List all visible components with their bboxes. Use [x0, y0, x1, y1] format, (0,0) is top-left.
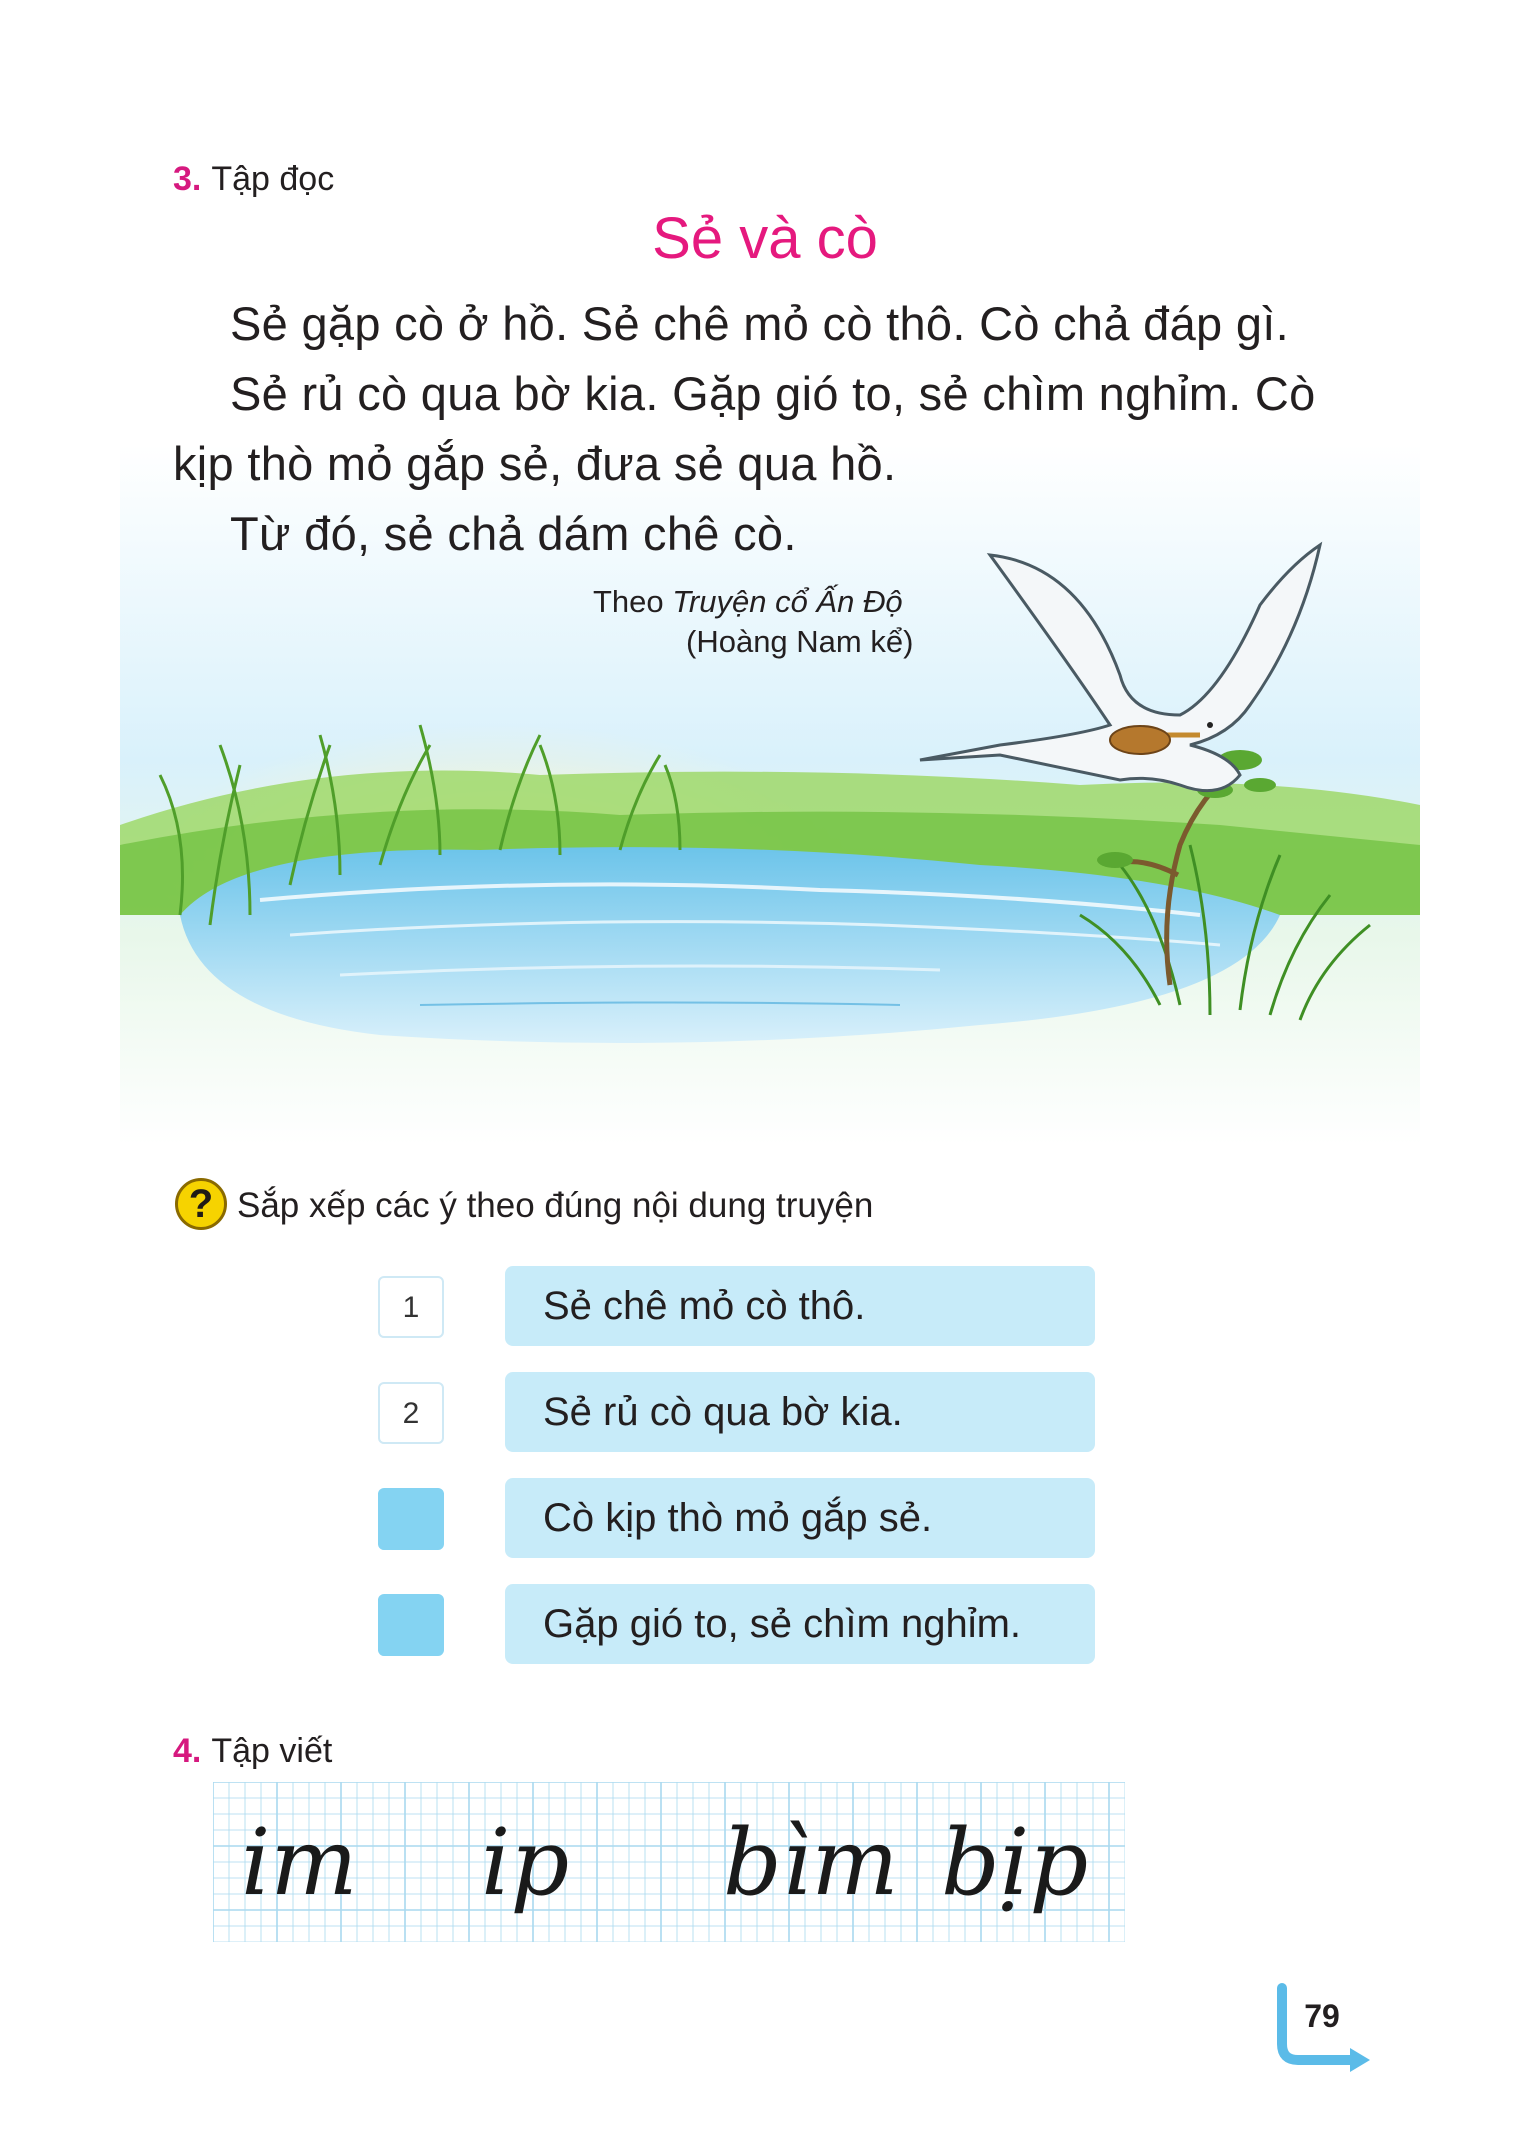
section-heading-reading: [173, 160, 334, 199]
order-item-2: Sẻ rủ cò qua bờ kia.: [505, 1372, 1095, 1452]
story-line-4: Từ đó, sẻ chả dám chê cò.: [230, 507, 797, 560]
order-box-2[interactable]: 2: [378, 1382, 444, 1444]
section-title: Tập viết: [211, 1732, 333, 1770]
handwriting-word-1: im: [241, 1809, 358, 1916]
section-heading-writing: [173, 1732, 332, 1771]
section-title: Tập đọc: [211, 160, 335, 198]
order-item-4: Gặp gió to, sẻ chìm nghỉm.: [505, 1584, 1095, 1664]
story-source: [593, 584, 903, 620]
source-book: Truyện cổ Ấn Độ: [672, 584, 903, 619]
handwriting-word-2: ip: [481, 1809, 570, 1916]
order-box-3[interactable]: [378, 1488, 444, 1550]
story-teller: (Hoàng Nam kể): [686, 624, 914, 659]
section-number: 3.: [173, 160, 202, 198]
question-text: Sắp xếp các ý theo đúng nội dung truyện: [237, 1186, 874, 1225]
question-mark-icon: ?: [175, 1178, 227, 1230]
section-number: 4.: [173, 1732, 202, 1770]
order-box-1[interactable]: 1: [378, 1276, 444, 1338]
story-line-3: kịp thò mỏ gắp sẻ, đưa sẻ qua hồ.: [173, 437, 897, 490]
order-item-3: Cò kịp thò mỏ gắp sẻ.: [505, 1478, 1095, 1558]
handwriting-word-3: bìm: [723, 1809, 899, 1916]
order-box-4[interactable]: [378, 1594, 444, 1656]
handwriting-practice-grid: [213, 1782, 1125, 1942]
story-title: Sẻ và cò: [652, 206, 878, 271]
source-prefix: Theo: [593, 584, 664, 619]
page-number: 79: [1304, 1998, 1340, 2034]
order-item-1: Sẻ chê mỏ cò thô.: [505, 1266, 1095, 1346]
story-line-1: Sẻ gặp cò ở hồ. Sẻ chê mỏ cò thô. Cò chả đáp gì.: [230, 297, 1289, 350]
story-line-2: Sẻ rủ cò qua bờ kia. Gặp gió to, sẻ chìm nghỉm. Cò: [230, 367, 1316, 420]
handwriting-word-4: bịp: [941, 1809, 1089, 1916]
